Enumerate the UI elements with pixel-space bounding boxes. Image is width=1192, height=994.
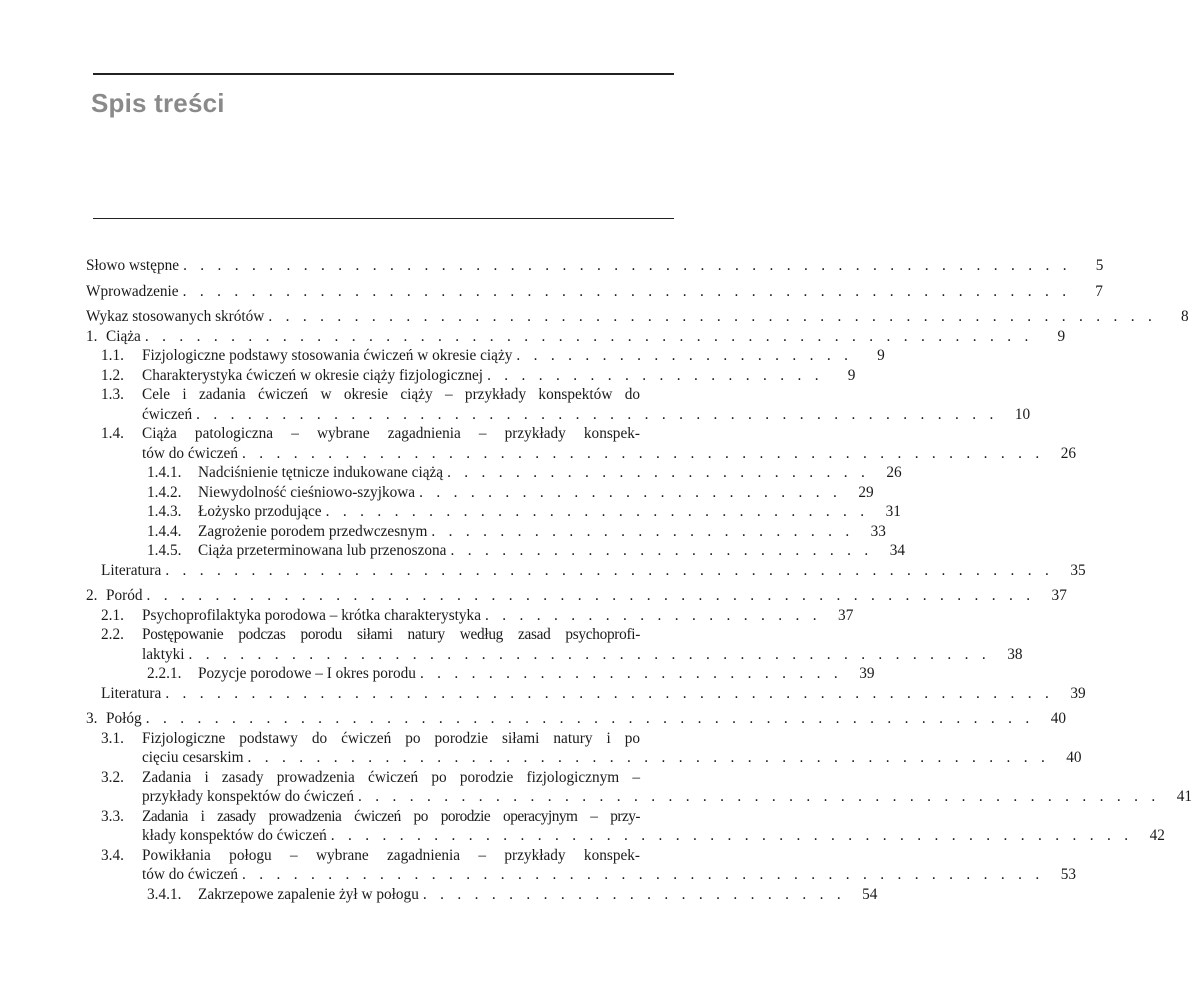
leader-dots: . . . . . . . . . . . . . . . . . . . . . . . . . . . . . . . . . . . . . . . . . . . . . . . . . . . . — [144, 327, 1034, 345]
toc-entry[interactable] — [86, 366, 856, 386]
chapter-number: 3. — [86, 710, 98, 727]
toc-entry[interactable] — [86, 664, 875, 684]
entry-title: Poród — [106, 587, 143, 604]
page-title: Spis treści — [91, 88, 225, 118]
page-number: 9 — [877, 347, 885, 364]
leader-dots: . . . . . . . . . . . . . . . . . . . . . . . . . — [447, 464, 870, 481]
subsection-number: 1.4.3. — [147, 503, 182, 520]
leader-dots: . . . . . . . . . . . . . . . . . . . . . . . . . . . . . . . . . . . . . . . . . . . . . . . — [242, 444, 1045, 462]
subsection-number: 1.4.5. — [147, 542, 182, 559]
entry-title: Fizjologiczne podstawy do ćwiczeń po porodzie siłami natury i po — [142, 729, 640, 747]
leader-dots: . . . . . . . . . . . . . . . . . . . . . . . . . . . . . . . . . . . . . . . . . . . . . . . . . . . . — [268, 308, 1157, 325]
toc-entry[interactable] — [86, 483, 874, 503]
toc-entry[interactable] — [86, 307, 1189, 327]
toc-chapter[interactable] — [86, 327, 1066, 347]
top-rule — [93, 73, 674, 75]
page-number: 33 — [870, 522, 886, 540]
leader-dots: . . . . . . . . . . . . . . . . . . . . . . . . . . . . . . . . . . . . . . . . . . . . . . . — [357, 788, 1161, 805]
entry-title-continued: kłady konspektów do ćwiczeń — [142, 827, 327, 844]
page-number: 37 — [1051, 587, 1067, 604]
entry-title-continued: tów do ćwiczeń — [142, 866, 238, 883]
section-number: 2.2. — [101, 626, 124, 643]
toc-entry[interactable] — [86, 424, 1077, 463]
leader-dots: . . . . . . . . . . . . . . . . . . . . . . . . . . . . . . . . . . . . . . . . . . . . . . . — [188, 645, 991, 663]
page-number: 5 — [1095, 257, 1104, 274]
section-number: 3.4. — [101, 846, 124, 864]
entry-title-continued: cięciu cesarskim — [142, 749, 244, 766]
section-number: 1.1. — [101, 347, 124, 364]
page-number: 40 — [1050, 710, 1066, 727]
page-number: 41 — [1176, 788, 1192, 805]
page-number: 53 — [1060, 866, 1077, 883]
toc-entry[interactable] — [86, 885, 878, 905]
entry-title: Zagrożenie porodem przedwczesnym — [198, 522, 428, 540]
entry-title: Nadciśnienie tętnicze indukowane ciążą — [198, 464, 444, 481]
entry-title: Ciąża patologiczna – wybrane zagadnienia – przykłady konspek- — [142, 425, 640, 442]
entry-title: Charakterystyka ćwiczeń w okresie ciąży fizjologicznej — [142, 366, 484, 384]
toc-entry[interactable] — [86, 282, 1103, 302]
toc-entry[interactable] — [86, 768, 1192, 807]
section-number: 1.4. — [101, 425, 124, 442]
page-number: 31 — [885, 503, 901, 520]
page-number: 40 — [1066, 749, 1082, 766]
toc-entry[interactable] — [86, 463, 902, 483]
leader-dots: . . . . . . . . . . . . . . . . . . . . — [516, 347, 853, 364]
entry-title: Fizjologiczne podstawy stosowania ćwiczeń w okresie ciąży — [142, 347, 513, 364]
entry-title: Zadania i zasady prowadzenia ćwiczeń po porodzie operacyjnym – przy- — [142, 807, 640, 825]
leader-dots: . . . . . . . . . . . . . . . . . . . . . . . . . . . . . . . . . . . . . . . . . . . . . . . — [196, 405, 999, 423]
leader-dots: . . . . . . . . . . . . . . . . . . . . . . . . . . . . . . . . . . . . . . . . . . . . . . . . . . . . — [145, 710, 1034, 727]
leader-dots: . . . . . . . . . . . . . . . . . . . . . . . . . . . . . . . . . . . . . . . . . . . . . . . . . . . . — [182, 282, 1071, 300]
table-of-contents — [86, 256, 1192, 904]
page-number: 9 — [847, 366, 856, 384]
section-number: 3.2. — [101, 768, 124, 786]
entry-title: Pozycje porodowe – I okres porodu — [198, 665, 416, 682]
entry-title: Postępowanie podczas porodu siłami natury według zasad psychoprofi- — [142, 626, 640, 643]
toc-entry[interactable] — [86, 385, 1031, 424]
leader-dots: . . . . . . . . . . . . . . . . . . . . . . . . . — [422, 885, 846, 903]
subsection-number: 1.4.4. — [147, 522, 182, 540]
leader-dots: . . . . . . . . . . . . . . . . . . . . — [484, 606, 822, 624]
entry-title-continued: przykłady konspektów do ćwiczeń — [142, 788, 354, 805]
page-number: 9 — [1057, 327, 1066, 345]
entry-title: Zadania i zasady prowadzenia ćwiczeń po porodzie fizjologicznym – — [142, 768, 640, 786]
page-number: 54 — [862, 885, 878, 903]
leader-dots: . . . . . . . . . . . . . . . . . . . . . . . . . . . . . . . . . . . . . . . . . . . . . . . . . . . . — [183, 257, 1072, 274]
subsection-number: 1.4.2. — [147, 483, 182, 501]
entry-title: Literatura — [101, 561, 162, 579]
entry-title: Ciąża przeterminowana lub przenoszona — [198, 542, 447, 559]
entry-title: Wprowadzenie — [86, 282, 179, 300]
toc-entry[interactable] — [86, 561, 1086, 581]
section-number: 3.1. — [101, 729, 124, 747]
toc-entry[interactable] — [86, 541, 906, 561]
page-number: 35 — [1070, 561, 1086, 579]
entry-title-continued: ćwiczeń — [142, 405, 193, 423]
entry-title: Łożysko przodujące — [198, 503, 322, 520]
page-number: 42 — [1149, 827, 1165, 844]
entry-title: Literatura — [101, 684, 162, 702]
page-number: 10 — [1014, 405, 1031, 423]
chapter-number: 1. — [86, 327, 98, 345]
page-number: 39 — [1070, 684, 1086, 702]
toc-chapter[interactable] — [86, 709, 1066, 729]
entry-title: Ciąża — [106, 327, 141, 345]
leader-dots: . . . . . . . . . . . . . . . . . . . . . . . . . — [431, 522, 854, 540]
toc-entry[interactable] — [86, 256, 1104, 276]
section-number: 1.3. — [101, 386, 124, 403]
page-number: 39 — [859, 665, 875, 682]
leader-dots: . . . . . . . . . . . . . . . . . . . . . . . . . — [419, 483, 842, 501]
leader-dots: . . . . . . . . . . . . . . . . . . . . . . . . . . . . . . . . . . . . . . . . . . . . . . . — [242, 866, 1045, 883]
page-number: 34 — [889, 542, 906, 559]
toc-entry[interactable] — [86, 807, 1165, 846]
entry-title-continued: laktyki — [142, 645, 185, 663]
leader-dots: . . . . . . . . . . . . . . . . . . . . . . . . . — [419, 665, 843, 682]
entry-title: Zakrzepowe zapalenie żył w połogu — [198, 885, 419, 903]
leader-dots: . . . . . . . . . . . . . . . . . . . . . . . . . . . . . . . . . . . . . . . . . . . . . . . . . . . . — [146, 587, 1035, 604]
toc-entry[interactable] — [86, 502, 901, 522]
entry-title-continued: tów do ćwiczeń — [142, 444, 238, 462]
title-rule — [93, 218, 674, 219]
toc-entry[interactable] — [86, 606, 854, 626]
page-number: 8 — [1181, 308, 1189, 325]
subsection-number: 3.4.1. — [147, 885, 182, 903]
entry-title: Cele i zadania ćwiczeń w okresie ciąży – przykłady konspektów do — [142, 386, 640, 403]
page-number: 26 — [1060, 444, 1077, 462]
page-number: 7 — [1095, 282, 1103, 300]
entry-title: Powikłania połogu – wybrane zagadnienia – przykłady konspek- — [142, 846, 640, 864]
entry-title: Połóg — [106, 710, 142, 727]
section-number: 3.3. — [101, 807, 124, 825]
chapter-number: 2. — [86, 587, 98, 604]
toc-entry[interactable] — [86, 625, 1023, 664]
section-number: 2.1. — [101, 606, 124, 624]
subsection-number: 1.4.1. — [147, 464, 182, 481]
toc-entry[interactable] — [86, 729, 1082, 768]
page-number: 38 — [1007, 645, 1023, 663]
page-number: 37 — [838, 606, 854, 624]
entry-title: Niewydolność cieśniowo-szyjkowa — [198, 483, 416, 501]
toc-entry[interactable] — [86, 346, 885, 366]
entry-title: Wykaz stosowanych skrótów — [86, 308, 265, 325]
leader-dots: . . . . . . . . . . . . . . . . . . . . . . . . . . . . . . . . . . . . . . . . . . . . . . . . . . . . — [165, 561, 1054, 579]
toc-entry[interactable] — [86, 684, 1086, 704]
leader-dots: . . . . . . . . . . . . . . . . . . . . . . . . . — [450, 542, 874, 559]
leader-dots: . . . . . . . . . . . . . . . . . . . . . . . . . . . . . . . . . . . . . . . . . . . . . . . — [247, 749, 1050, 766]
leader-dots: . . . . . . . . . . . . . . . . . . . . . . . . . . . . . . . . — [325, 503, 869, 520]
entry-title: Słowo wstępne — [86, 257, 180, 274]
entry-title: Psychoprofilaktyka porodowa – krótka charakterystyka — [142, 606, 481, 624]
subsection-number: 2.2.1. — [147, 665, 182, 682]
toc-entry[interactable] — [86, 522, 886, 542]
page-number: 29 — [858, 483, 874, 501]
leader-dots: . . . . . . . . . . . . . . . . . . . . . . . . . . . . . . . . . . . . . . . . . . . . . . . — [330, 827, 1133, 844]
section-number: 1.2. — [101, 366, 124, 384]
leader-dots: . . . . . . . . . . . . . . . . . . . . . . . . . . . . . . . . . . . . . . . . . . . . . . . . . . . . — [165, 684, 1054, 702]
leader-dots: . . . . . . . . . . . . . . . . . . . . — [487, 366, 824, 384]
toc-chapter[interactable] — [86, 586, 1067, 606]
toc-entry[interactable] — [86, 846, 1077, 885]
page-number: 26 — [886, 464, 902, 481]
